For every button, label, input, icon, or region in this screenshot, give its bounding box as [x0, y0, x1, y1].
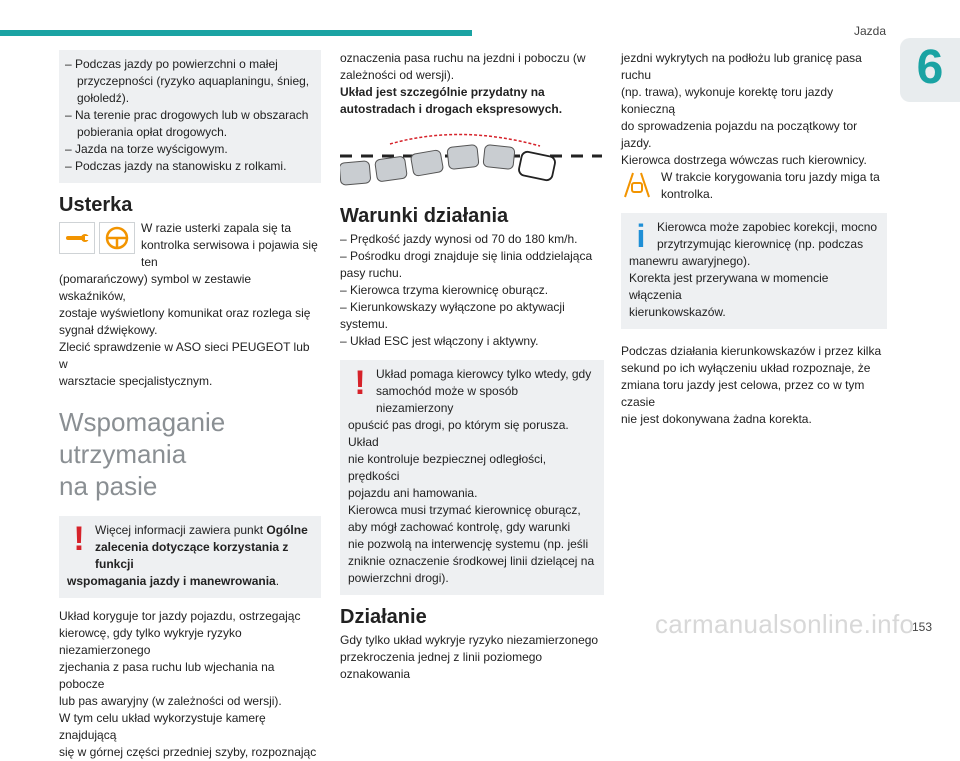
fault-section [59, 220, 321, 390]
body-line: zmiana toru jazdy jest celowa, przez co w tym czasie [621, 378, 865, 409]
info-line: manewru awaryjnego). [629, 254, 751, 268]
list-item: pasy ruchu. [340, 266, 403, 280]
note-box [59, 516, 321, 598]
info-box [621, 213, 887, 329]
list-item: pobierania opłat drogowych. [77, 125, 228, 139]
body-line: Podczas działania kierunkowskazów i przez kilka [621, 344, 882, 358]
list-item: – Jazda na torze wyścigowym. [65, 142, 228, 156]
body-line: do sprowadzenia pojazdu na początkowy tor jazdy. [621, 119, 858, 150]
body-line: Układ koryguje tor jazdy pojazdu, ostrzegając [59, 609, 301, 623]
info-line: przytrzymując kierownicę (np. podczas [657, 237, 864, 251]
body-line: kierowcę, gdy tylko wykryje ryzyko niezamierzonego [59, 626, 242, 657]
list-item: – Podczas jazdy po powierzchni o małej [65, 57, 278, 71]
body-line: sekund po ich wyłączeniu układ rozpoznaje, że [621, 361, 871, 375]
fault-text: (pomarańczowy) symbol w zestawie wskaźników, [59, 272, 252, 303]
note-text-plain: Więcej informacji zawiera punkt [95, 523, 267, 537]
list-item: gołoledź). [77, 91, 130, 105]
info-icon: i [636, 218, 646, 254]
warning-box [340, 360, 604, 595]
info-line: kierunkowskazów. [629, 305, 726, 319]
wrench-icon [59, 222, 95, 254]
note-text-bold: Ogólne [266, 523, 308, 537]
warning-line: aby mógł zachować kontrolę, gdy warunki [348, 520, 571, 534]
steering-wheel-icon [99, 222, 135, 254]
fault-text: warsztacie specjalistycznym. [59, 374, 213, 388]
warning-line: Kierowca musi trzymać kierownicę oburącz, [348, 503, 581, 517]
note-text-end: . [275, 574, 280, 588]
fault-text: zostaje wyświetlony komunikat oraz rozlega się [59, 306, 311, 320]
body-text-2 [621, 343, 887, 428]
body-line: się w górnej części przedniej szyby, rozpoznając [59, 745, 317, 759]
list-item: – Podczas jazdy na stanowisku z rolkami. [65, 159, 287, 173]
column-1 [59, 50, 321, 761]
list-item: – Pośrodku drogi znajduje się linia oddzielająca [340, 249, 593, 263]
note-text-bold: zalecenia dotyczące korzystania z funkcji [95, 540, 289, 571]
list-item: – Prędkość jazdy wynosi od 70 do 180 km/h. [340, 232, 578, 246]
body-line: W tym celu układ wykorzystuje kamerę znajdującą [59, 711, 266, 742]
fault-text: W razie usterki zapala się ta [141, 221, 292, 235]
note-text-bold: wspomagania jazdy i manewrowania [67, 574, 276, 588]
intro-bold-line: Układ jest szczególnie przydatny na [340, 85, 545, 99]
chapter-tab [900, 38, 960, 102]
intro-bold-line: autostradach i drogach ekspresowych. [340, 102, 563, 116]
warning-line: nie kontroluje bezpiecznej odległości, prędkości [348, 452, 547, 483]
intro-line: oznaczenia pasa ruchu na jezdni i poboczu (w [340, 51, 586, 65]
list-item: – Na terenie prac drogowych lub w obszarach [65, 108, 309, 122]
lamp-text: W trakcie korygowania toru jazdy miga ta [661, 170, 880, 184]
column-2 [340, 50, 604, 683]
conditions-box [59, 50, 321, 183]
fault-text: kontrolka serwisowa i pojawia się ten [141, 238, 318, 269]
body-text [59, 608, 321, 761]
operation-line: przekroczenia jednej z linii poziomego oznakowania [340, 650, 543, 681]
body-line: nie jest dokonywana żadna korekta. [621, 412, 812, 426]
header-accent-bar [0, 30, 472, 36]
page-number: 153 [911, 620, 932, 634]
watermark: carmanualsonline.info [655, 609, 915, 639]
note-text [67, 522, 313, 573]
warning-line: Układ pomaga kierowcy tylko wtedy, gdy [376, 367, 592, 381]
warning-line: zniknie oznaczenie środkowej linii dzielącej na [348, 554, 595, 568]
warning-exclamation-icon: ! [73, 520, 85, 558]
section-heading [59, 406, 321, 502]
conditions-heading: Warunki działania [340, 205, 509, 227]
lamp-text: kontrolka. [661, 187, 714, 201]
list-item: – Kierowca trzyma kierownicę oburącz. [340, 283, 549, 297]
warning-line: pojazdu ani hamowania. [348, 486, 478, 500]
warning-line: opuścić pas drogi, po którym się porusza. Układ [348, 418, 569, 449]
section-title: Jazda [853, 24, 886, 38]
fault-text: sygnał dźwiękowy. [59, 323, 158, 337]
note-text-last [67, 573, 313, 590]
column-3 [621, 50, 887, 428]
section-heading-line: na pasie [59, 471, 158, 501]
info-line: Korekta jest przerywana w momencie włączenia [629, 271, 829, 302]
list-item: przyczepności (ryzyko aquaplaningu, śnieg, [77, 74, 310, 88]
list-item: – Układ ESC jest włączony i aktywny. [340, 334, 539, 348]
operation-line: Gdy tylko układ wykryje ryzyko niezamierzonego [340, 633, 599, 647]
list-item: – Kierunkowskazy wyłączone po aktywacji systemu. [340, 300, 565, 331]
fault-icons [59, 222, 135, 254]
conditions-list [340, 231, 604, 350]
operation-heading: Działanie [340, 606, 427, 628]
warning-exclamation-icon: ! [354, 364, 366, 402]
fault-heading: Usterka [59, 194, 133, 216]
intro-line: zależności od wersji). [340, 68, 455, 82]
section-heading-line: Wspomaganie utrzymania [59, 407, 226, 469]
body-line: Kierowca dostrzega wówczas ruch kierownicy. [621, 153, 867, 167]
warning-line: samochód może w sposób niezamierzony [376, 384, 519, 415]
lane-keeping-lamp-icon [621, 171, 653, 199]
warning-line: powierzchni drogi). [348, 571, 449, 585]
body-line: lub pas awaryjny (w zależności od wersji). [59, 694, 282, 708]
chapter-number: 6 [916, 41, 944, 94]
body-line: zjechania z pasa ruchu lub wjechania na pobocze [59, 660, 275, 691]
info-line: Kierowca może zapobiec korekcji, mocno [657, 220, 878, 234]
lane-keeping-illustration [340, 124, 602, 194]
warning-line: nie pozwolą na interwencję systemu (np. jeśli [348, 537, 589, 551]
body-line: (np. trawa), wykonuje korektę toru jazdy konieczną [621, 85, 834, 116]
body-line: jezdni wykrytych na podłożu lub granicę pasa ruchu [621, 51, 862, 82]
lamp-section [621, 169, 887, 203]
fault-text: Zlecić sprawdzenie w ASO sieci PEUGEOT lub w [59, 340, 310, 371]
